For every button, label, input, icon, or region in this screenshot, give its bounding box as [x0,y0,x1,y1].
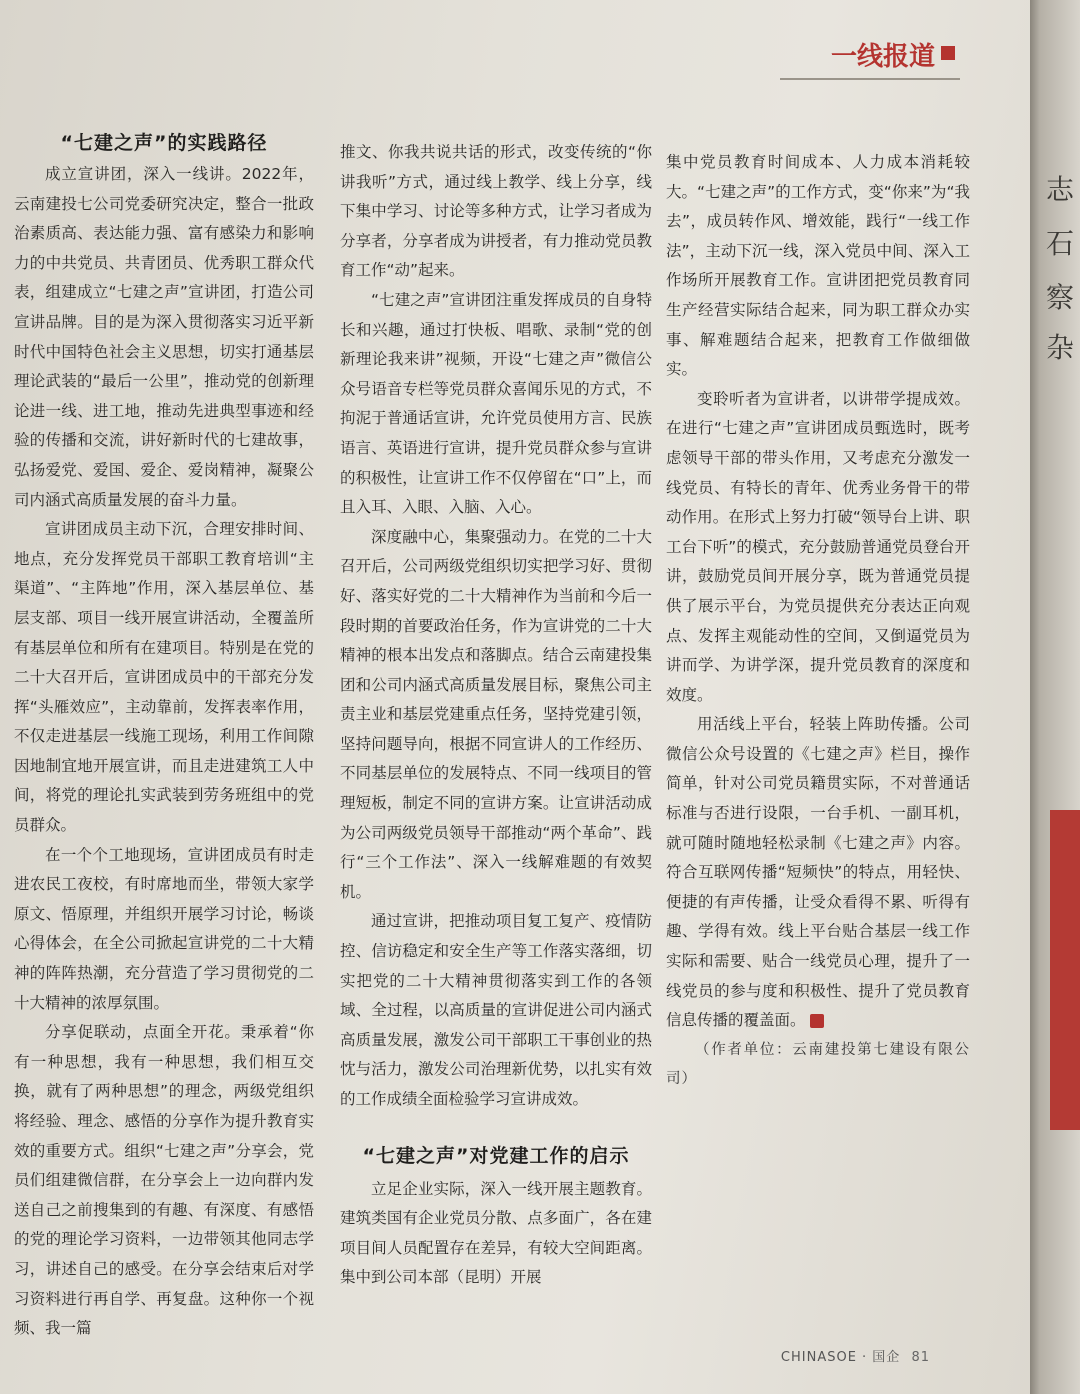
paragraph: 推文、你我共说共话的形式，改变传统的“你讲我听”方式，通过线上教学、线上分享，线下集中学习、讨论等多种方式，让学习者成为分享者，分享者成为讲授者，有力推动党员教育工作“动”起来。 [340,143,652,280]
end-mark-icon [810,1014,824,1028]
paragraph-text: 用活线上平台，轻装上阵助传播。公司微信公众号设置的《七建之声》栏目，操作简单，针对公司党员籍贯实际，不对普通话标准与否进行设限，一台手机、一副耳机，就可随时随地轻松录制《七建之声》内容。符合互联网传播“短频快”的特点，用轻快、便捷的有声传播，让受众看得不累、听得有趣、学得有效。线上平台贴合基层一线工作实际和需要、贴合一线党员心理，提升了一线党员的参与度和积极性、提升了党员教育信息传播的覆盖面。 [666,715,970,1030]
edge-fragment: 察 [1046,281,1075,314]
edge-photo-strip [1050,810,1080,1130]
paragraph: 通过宣讲，把推动项目复工复产、疫情防控、信访稳定和安全生产等工作落实落细，切实把党的二十大精神贯彻落实到工作的各领域、全过程，以高质量的宣讲促进公司内涵式高质量发展，激发公司干部职工干事创业的热忱与活力，激发公司治理新优势，以扎实有效的工作成绩全面检验学习宣讲成效。 [340,912,652,1108]
section-heading: “七建之声”的实践路径 [60,132,268,154]
paragraph: 成立宣讲团，深入一线讲。2022年，云南建投七公司党委研究决定，整合一批政治素质高、表达能力强、富有感染力和影响力的中共党员、共青团员、优秀职工群众代表，组建成立“七建之声”宣讲团，打造公司宣讲品牌。目的是为深入贯彻落实习近平新时代中国特色社会主义思想，切实打通基层理论武装的“最后一公里”，推动党的创新理论进一线、进工地，推动先进典型事迹和经验的传播和交流，讲好新时代的七建故事，弘扬爱党、爱国、爱企、爱岗精神，凝聚公司内涵式高质量发展的奋斗力量。 [14,165,314,509]
page-footer [781,1346,930,1365]
page-number: 81 [911,1350,930,1365]
section-marker-icon [941,46,955,60]
paragraph: 分享促联动，点面全开花。秉承着“你有一种思想，我有一种思想，我们相互交换，就有了两种思想”的理念，两级党组织将经验、理念、感悟的分享作为提升教育实效的重要方式。组织“七建之声”分享会，党员们组建微信群，在分享会上一边向群内发送自己之前搜集到的有趣、有深度、有感悟的党的理论学习资料，一边带领其他同志学习，讲述自己的感受。在分享会结束后对学习资料进行再自学、再复盘。这种你一个视频、我一篇 [14,1023,314,1338]
author-affiliation: （作者单位：云南建投第七建设有限公司） [666,1041,970,1088]
paragraph: 深度融中心，集聚强动力。在党的二十大召开后，公司两级党组织切实把学习好、贯彻好、落实好党的二十大精神作为当前和今后一段时期的首要政治任务，作为宣讲党的二十大精神的根本出发点和落脚点。结合云南建投集团和公司内涵式高质量发展目标，聚焦公司主责主业和基层党建重点任务，坚持党建引领，坚持问题导向，根据不同宣讲人的工作经历、不同基层单位的发展特点、不同一线项目的管理短板，制定不同的宣讲方案。让宣讲活动成为公司两级党员领导干部推动“两个革命”、践行“三个工作法”、深入一线解难题的有效契机。 [340,527,652,901]
edge-fragment: 杂 [1046,331,1075,364]
paragraph: 宣讲团成员主动下沉，合理安排时间、地点，充分发挥党员干部职工教育培训“主渠道”、“主阵地”作用，深入基层单位、基层支部、项目一线开展宣讲活动，全覆盖所有基层单位和所有在建项目。特别是在党的二十大召开后，宣讲团成员中的干部充分发挥“头雁效应”，主动靠前，发挥表率作用，不仅走进基层一线施工现场，利用工作间隙因地制宜地开展宣讲，而且走进建筑工人中间，将党的理论扎实武装到劳务班组中的党员群众。 [14,520,314,835]
paragraph: 变聆听者为宣讲者，以讲带学提成效。在进行“七建之声”宣讲团成员甄选时，既考虑领导干部的带头作用，又考虑充分激发一线党员、有特长的青年、优秀业务骨干的带动作用。在形式上努力打破“领导台上讲、职工台下听”的模式，充分鼓励普通党员登台开讲，鼓励党员间开展分享，既为普通党员提供了展示平台，为党员提供充分表达正向观点、发挥主观能动性的空间，又倒逼党员为讲而学、为讲学深，提升党员教育的深度和效度。 [666,389,970,704]
paragraph: 立足企业实际，深入一线开展主题教育。建筑类国有企业党员分散、点多面广，各在建项目间人员配置存在差异，有较大空间距离。集中到公司本部（昆明）开展 [340,1179,652,1287]
column-3 [666,148,970,1095]
paragraph [666,710,970,1036]
section-heading: “七建之声”对党建工作的启示 [362,1144,630,1167]
paragraph: “七建之声”宣讲团注重发挥成员的自身特长和兴趣，通过打快板、唱歌、录制“党的创新理论我来讲”视频，开设“七建之声”微信公众号语音专栏等党员群众喜闻乐见的方式，不拘泥于普通话宣讲，允许党员使用方言、民族语言、英语进行宣讲，提升党员群众参与宣讲的积极性，让宣讲工作不仅停留在“口”上，而且入耳、入眼、入脑、入心。 [340,290,652,517]
edge-fragment: 石 [1046,227,1075,260]
edge-fragment: 志 [1046,173,1075,206]
column-1 [14,128,314,1344]
column-2 [340,138,652,1293]
adjacent-page-edge [1030,0,1080,1394]
footer-brand: CHINASOE · 国企 [780,1350,901,1365]
header-divider [780,78,960,80]
paragraph: 在一个个工地现场，宣讲团成员有时走进农民工夜校，有时席地而坐，带领大家学原文、悟原理，并组织开展学习讨论，畅谈心得体会，在全公司掀起宣讲党的二十大精神的阵阵热潮，充分营造了学习贯彻党的二十大精神的浓厚氛围。 [14,845,314,1012]
paragraph: 集中党员教育时间成本、人力成本消耗较大。“七建之声”的工作方式，变“你来”为“我去”，成员转作风、增效能，践行“一线工作法”，主动下沉一线，深入党员中间、深入工作场所开展教育工作。宣讲团把党员教育同生产经营实际结合起来，同为职工群众办实事、解难题结合起来，把教育工作做细做实。 [666,153,970,379]
section-title: 一线报道 [830,42,935,72]
